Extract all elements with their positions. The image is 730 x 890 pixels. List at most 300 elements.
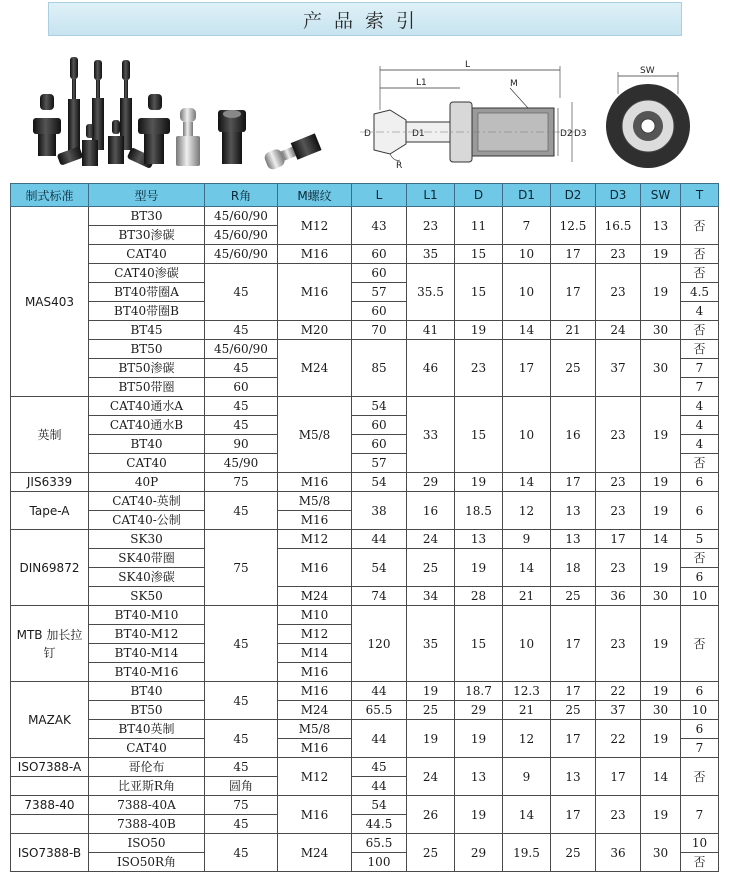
cell-standard: 7388-40 (11, 796, 89, 815)
cell-l1: 23 (407, 207, 455, 245)
cell-sw: 30 (641, 701, 681, 720)
cell-model: ISO50 (89, 834, 205, 853)
col-header-l1: L1 (407, 184, 455, 207)
col-header-d2: D2 (551, 184, 596, 207)
cell-sw: 19 (641, 720, 681, 758)
cell-sw: 19 (641, 264, 681, 321)
col-header-thread: M螺纹 (278, 184, 352, 207)
cell-r-angle: 75 (205, 473, 278, 492)
cell-r-angle: 45 (205, 682, 278, 720)
cell-t: 否 (681, 853, 719, 872)
col-header-standard: 制式标准 (11, 184, 89, 207)
cell-l: 120 (352, 606, 407, 682)
cell-thread: M16 (278, 796, 352, 834)
cell-l1: 35 (407, 606, 455, 682)
cell-model: BT50渗碳 (89, 359, 205, 378)
cell-r-angle: 45 (205, 834, 278, 872)
cell-r-angle: 45 (205, 758, 278, 777)
cell-sw: 19 (641, 397, 681, 473)
cell-d3: 37 (596, 701, 641, 720)
cell-l1: 16 (407, 492, 455, 530)
table-row (11, 340, 719, 359)
cell-d3: 37 (596, 340, 641, 397)
cell-model: 40P (89, 473, 205, 492)
cell-t: 6 (681, 682, 719, 701)
cell-thread: M12 (278, 530, 352, 549)
cell-d3: 23 (596, 549, 641, 587)
cell-t: 6 (681, 492, 719, 530)
table-row (11, 796, 719, 815)
col-header-d: D (455, 184, 503, 207)
cell-model: 7388-40A (89, 796, 205, 815)
cell-t: 5 (681, 530, 719, 549)
cell-thread: M24 (278, 340, 352, 397)
cell-l: 44.5 (352, 815, 407, 834)
cell-standard: MTB 加长拉钉 (11, 606, 89, 682)
cell-t: 6 (681, 720, 719, 739)
cell-d2: 17 (551, 264, 596, 321)
cell-model: BT30 (89, 207, 205, 226)
cell-l1: 34 (407, 587, 455, 606)
cell-standard: ISO7388-B (11, 834, 89, 872)
cell-l: 57 (352, 283, 407, 302)
cell-model: BT40英制 (89, 720, 205, 739)
cell-d: 18.5 (455, 492, 503, 530)
cell-l: 70 (352, 321, 407, 340)
cell-d: 23 (455, 340, 503, 397)
cell-model: SK30 (89, 530, 205, 549)
cell-model: CAT40-英制 (89, 492, 205, 511)
cell-r-angle: 75 (205, 796, 278, 815)
cell-t: 否 (681, 264, 719, 283)
cell-r-angle: 60 (205, 378, 278, 397)
table-row (11, 492, 719, 511)
cell-d2: 17 (551, 796, 596, 834)
dim-label-sw: SW (640, 66, 655, 76)
tall-knob-2 (92, 60, 104, 150)
spec-table (10, 183, 719, 872)
cell-sw: 19 (641, 473, 681, 492)
cell-r-angle: 45 (205, 815, 278, 834)
cell-d3: 23 (596, 492, 641, 530)
cell-l: 57 (352, 454, 407, 473)
cell-thread: M10 (278, 606, 352, 625)
cell-thread: M5/8 (278, 397, 352, 473)
cell-r-angle: 45 (205, 264, 278, 321)
cell-l: 100 (352, 853, 407, 872)
cell-t: 否 (681, 321, 719, 340)
col-header-sw: SW (641, 184, 681, 207)
cell-d3: 17 (596, 530, 641, 549)
retention-knob-photo (28, 52, 328, 177)
cell-standard: Tape-A (11, 492, 89, 530)
lying-steel-knob (263, 133, 322, 171)
cell-r-angle: 45/60/90 (205, 245, 278, 264)
cell-thread: M24 (278, 701, 352, 720)
front-view-diagram (598, 64, 698, 174)
dim-label-m: M (510, 79, 518, 89)
cell-l: 54 (352, 473, 407, 492)
cell-r-angle: 45/60/90 (205, 207, 278, 226)
cell-d: 28 (455, 587, 503, 606)
cell-t: 7 (681, 739, 719, 758)
cell-l: 60 (352, 264, 407, 283)
tall-knob-1 (68, 57, 80, 154)
cell-thread: M5/8 (278, 492, 352, 511)
cell-l1: 29 (407, 473, 455, 492)
cell-d: 19 (455, 321, 503, 340)
cell-model: CAT40渗碳 (89, 264, 205, 283)
cell-model: BT50 (89, 701, 205, 720)
cell-l1: 19 (407, 720, 455, 758)
col-header-r-angle: R角 (205, 184, 278, 207)
cell-sw: 19 (641, 245, 681, 264)
cell-thread: M16 (278, 245, 352, 264)
table-row (11, 245, 719, 264)
cell-l1: 33 (407, 397, 455, 473)
cell-l: 43 (352, 207, 407, 245)
cell-d1: 17 (503, 340, 551, 397)
cell-model: BT40 (89, 682, 205, 701)
cell-d3: 23 (596, 796, 641, 834)
cell-d2: 13 (551, 492, 596, 530)
cell-r-angle: 45 (205, 359, 278, 378)
cell-l: 60 (352, 435, 407, 454)
cell-d3: 24 (596, 321, 641, 340)
cell-sw: 19 (641, 606, 681, 682)
cell-d1: 12 (503, 720, 551, 758)
cell-model: 比亚斯R角 (89, 777, 205, 796)
cell-l: 65.5 (352, 701, 407, 720)
cell-d2: 17 (551, 473, 596, 492)
cell-model: BT40-M12 (89, 625, 205, 644)
cell-l1: 25 (407, 834, 455, 872)
cell-d2: 18 (551, 549, 596, 587)
cell-r-angle: 45 (205, 606, 278, 682)
cell-d2: 17 (551, 606, 596, 682)
table-row (11, 606, 719, 625)
cell-sw: 30 (641, 834, 681, 872)
table-row (11, 834, 719, 853)
cell-d1: 9 (503, 758, 551, 796)
cell-model: SK40带圈 (89, 549, 205, 568)
cell-t: 7 (681, 359, 719, 378)
cell-thread: M24 (278, 587, 352, 606)
cell-t: 否 (681, 606, 719, 682)
cell-model: SK50 (89, 587, 205, 606)
cell-r-angle: 45 (205, 397, 278, 416)
cell-d: 19 (455, 549, 503, 587)
cell-thread: M16 (278, 663, 352, 682)
table-row (11, 720, 719, 739)
cell-d: 19 (455, 796, 503, 834)
cell-t: 4 (681, 416, 719, 435)
table-row (11, 549, 719, 568)
side-view-diagram (360, 50, 590, 176)
cell-d: 19 (455, 473, 503, 492)
cell-standard: 英制 (11, 397, 89, 473)
cell-sw: 14 (641, 530, 681, 549)
cell-model: BT50带圈 (89, 378, 205, 397)
cell-model: CAT40 (89, 454, 205, 473)
cell-t: 否 (681, 549, 719, 568)
cell-model: BT45 (89, 321, 205, 340)
cell-t: 否 (681, 207, 719, 245)
dim-label-d3: D3 (574, 129, 587, 139)
cell-l1: 35.5 (407, 264, 455, 321)
cell-t: 4 (681, 435, 719, 454)
cell-thread: M12 (278, 758, 352, 796)
cell-model: BT40-M16 (89, 663, 205, 682)
cell-t: 否 (681, 245, 719, 264)
cell-l1: 24 (407, 758, 455, 796)
cell-model: BT40 (89, 435, 205, 454)
cell-r-angle: 45 (205, 321, 278, 340)
col-header-d3: D3 (596, 184, 641, 207)
col-header-model: 型号 (89, 184, 205, 207)
cell-d3: 23 (596, 473, 641, 492)
cell-l: 44 (352, 530, 407, 549)
cell-l: 54 (352, 549, 407, 587)
col-header-t: T (681, 184, 719, 207)
cell-d1: 10 (503, 264, 551, 321)
cell-d: 15 (455, 245, 503, 264)
cell-d2: 17 (551, 245, 596, 264)
cell-thread: M20 (278, 321, 352, 340)
cell-thread: M5/8 (278, 720, 352, 739)
cell-d: 13 (455, 758, 503, 796)
cell-d1: 21 (503, 587, 551, 606)
dim-label-d1: D1 (412, 129, 425, 139)
cell-t: 4 (681, 397, 719, 416)
cell-model: CAT40 (89, 245, 205, 264)
cell-d1: 14 (503, 549, 551, 587)
cell-l: 85 (352, 340, 407, 397)
cell-d3: 36 (596, 834, 641, 872)
cell-l: 60 (352, 416, 407, 435)
cell-d3: 23 (596, 264, 641, 321)
cell-t: 10 (681, 587, 719, 606)
cell-l1: 41 (407, 321, 455, 340)
cell-d3: 16.5 (596, 207, 641, 245)
cell-l: 60 (352, 245, 407, 264)
cell-model: SK40渗碳 (89, 568, 205, 587)
cell-d2: 25 (551, 834, 596, 872)
cell-thread: M12 (278, 207, 352, 245)
cell-l: 44 (352, 777, 407, 796)
cell-thread: M14 (278, 644, 352, 663)
cell-thread: M16 (278, 739, 352, 758)
cell-model: CAT40通水A (89, 397, 205, 416)
cell-d2: 13 (551, 758, 596, 796)
table-row (11, 207, 719, 226)
table-row (11, 587, 719, 606)
cell-d1: 7 (503, 207, 551, 245)
table-row (11, 264, 719, 283)
cell-t: 10 (681, 701, 719, 720)
cell-d: 15 (455, 264, 503, 321)
cell-l1: 26 (407, 796, 455, 834)
cell-standard: DIN69872 (11, 530, 89, 606)
cell-model: BT40带圈A (89, 283, 205, 302)
cell-model: ISO50R角 (89, 853, 205, 872)
cell-model: BT40带圈B (89, 302, 205, 321)
cell-d2: 13 (551, 530, 596, 549)
cell-t: 4.5 (681, 283, 719, 302)
col-header-l: L (352, 184, 407, 207)
cell-d: 11 (455, 207, 503, 245)
cell-d2: 21 (551, 321, 596, 340)
cell-d: 19 (455, 720, 503, 758)
cell-t: 6 (681, 473, 719, 492)
cell-model: BT50 (89, 340, 205, 359)
cell-d: 15 (455, 397, 503, 473)
cell-sw: 30 (641, 587, 681, 606)
cell-d3: 23 (596, 606, 641, 682)
cell-d1: 19.5 (503, 834, 551, 872)
cell-d3: 36 (596, 587, 641, 606)
cell-d1: 10 (503, 606, 551, 682)
cell-d1: 9 (503, 530, 551, 549)
cell-l1: 46 (407, 340, 455, 397)
cell-d2: 16 (551, 397, 596, 473)
cell-standard (11, 815, 89, 834)
cell-t: 6 (681, 568, 719, 587)
cell-l: 60 (352, 302, 407, 321)
cell-d1: 21 (503, 701, 551, 720)
col-header-d1: D1 (503, 184, 551, 207)
cell-d2: 25 (551, 587, 596, 606)
cell-r-angle: 45/60/90 (205, 226, 278, 245)
steel-knob (176, 108, 200, 166)
cell-r-angle: 45 (205, 720, 278, 758)
table-row (11, 473, 719, 492)
cell-l: 54 (352, 796, 407, 815)
cell-model: BT40-M10 (89, 606, 205, 625)
cell-t: 7 (681, 796, 719, 834)
cell-model: CAT40 (89, 739, 205, 758)
cell-model: 哥伦布 (89, 758, 205, 777)
cell-d3: 22 (596, 682, 641, 701)
cell-d3: 17 (596, 758, 641, 796)
cell-d1: 14 (503, 473, 551, 492)
cell-l: 44 (352, 682, 407, 701)
table-row (11, 758, 719, 777)
cell-standard: MAZAK (11, 682, 89, 758)
cell-t: 否 (681, 340, 719, 359)
cell-l: 65.5 (352, 834, 407, 853)
cell-thread: M16 (278, 473, 352, 492)
cell-thread: M16 (278, 682, 352, 701)
cell-r-angle: 75 (205, 530, 278, 606)
table-row (11, 682, 719, 701)
cell-r-angle: 45 (205, 492, 278, 530)
cell-d: 29 (455, 701, 503, 720)
cell-t: 否 (681, 454, 719, 473)
cell-sw: 19 (641, 682, 681, 701)
cell-d1: 12 (503, 492, 551, 530)
cell-d1: 14 (503, 796, 551, 834)
cell-standard: ISO7388-A (11, 758, 89, 777)
cell-sw: 19 (641, 492, 681, 530)
cell-r-angle: 圆角 (205, 777, 278, 796)
cell-r-angle: 45/90 (205, 454, 278, 473)
dim-label-l1: L1 (416, 78, 427, 88)
table-header-row (11, 184, 719, 207)
cell-thread: M12 (278, 625, 352, 644)
table-row (11, 397, 719, 416)
dim-label-d2: D2 (560, 129, 573, 139)
cell-d1: 10 (503, 245, 551, 264)
cell-d: 15 (455, 606, 503, 682)
cell-d3: 22 (596, 720, 641, 758)
cell-l: 45 (352, 758, 407, 777)
hollow-knob (218, 110, 246, 164)
cell-sw: 13 (641, 207, 681, 245)
cell-d1: 14 (503, 321, 551, 340)
cell-r-angle: 90 (205, 435, 278, 454)
cell-thread: M16 (278, 264, 352, 321)
cell-thread: M16 (278, 549, 352, 587)
cell-d2: 25 (551, 701, 596, 720)
dim-label-l: L (465, 60, 471, 70)
cell-d: 18.7 (455, 682, 503, 701)
cell-sw: 19 (641, 796, 681, 834)
cell-d: 13 (455, 530, 503, 549)
cell-d3: 23 (596, 245, 641, 264)
cell-l1: 24 (407, 530, 455, 549)
cell-r-angle: 45/60/90 (205, 340, 278, 359)
cell-d1: 12.3 (503, 682, 551, 701)
cell-sw: 30 (641, 321, 681, 340)
cell-l: 74 (352, 587, 407, 606)
cell-sw: 19 (641, 549, 681, 587)
cell-d2: 17 (551, 720, 596, 758)
cell-d3: 23 (596, 397, 641, 473)
cell-t: 10 (681, 834, 719, 853)
cell-model: BT40-M14 (89, 644, 205, 663)
cell-l: 54 (352, 397, 407, 416)
table-row (11, 321, 719, 340)
cell-thread: M24 (278, 834, 352, 872)
cell-d2: 25 (551, 340, 596, 397)
table-row (11, 701, 719, 720)
cell-l1: 25 (407, 549, 455, 587)
cell-l1: 35 (407, 245, 455, 264)
cell-d2: 12.5 (551, 207, 596, 245)
cell-r-angle: 45 (205, 416, 278, 435)
cell-sw: 30 (641, 340, 681, 397)
table-body (11, 207, 719, 872)
dim-label-r: R (396, 161, 403, 171)
cell-d2: 17 (551, 682, 596, 701)
cell-d1: 10 (503, 397, 551, 473)
cell-model: CAT40-公制 (89, 511, 205, 530)
page-title: 产品索引 (48, 2, 682, 36)
cell-d: 29 (455, 834, 503, 872)
cell-t: 4 (681, 302, 719, 321)
table-row (11, 530, 719, 549)
cell-standard: JIS6339 (11, 473, 89, 492)
cell-l1: 25 (407, 701, 455, 720)
cell-thread: M16 (278, 511, 352, 530)
cell-sw: 14 (641, 758, 681, 796)
dim-label-d: D (364, 129, 371, 139)
cell-model: 7388-40B (89, 815, 205, 834)
cell-model: CAT40通水B (89, 416, 205, 435)
cell-t: 7 (681, 378, 719, 397)
cell-l1: 19 (407, 682, 455, 701)
